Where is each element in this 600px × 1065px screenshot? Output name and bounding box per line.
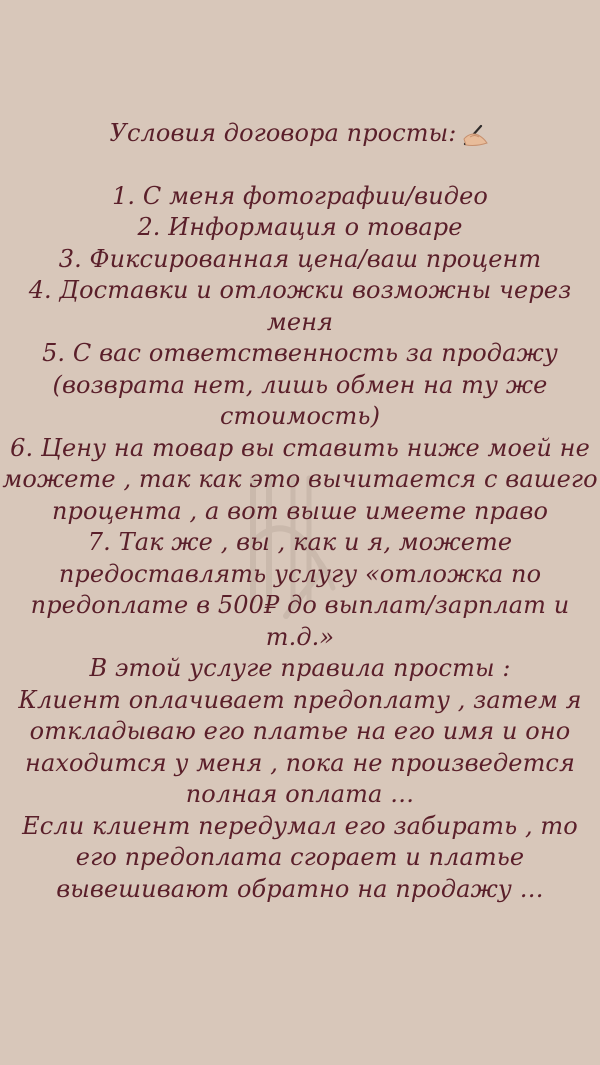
title-spacer (0, 150, 600, 181)
story-line: вывешивают обратно на продажу … (56, 874, 544, 903)
story-line: его предоплата сгорает и платье (75, 843, 525, 871)
title-line (110, 118, 491, 150)
story-line: 4. Доставки и отложки возможны через (28, 276, 572, 304)
story-line: предоставлять услугу «отложка по (58, 559, 542, 588)
story-line: процента , а вот выше имеете право (51, 496, 549, 525)
story-line: находится у меня , пока не произведется (25, 748, 575, 777)
story-line: В этой услуге правила просты : (89, 654, 511, 682)
story-line: 3. Фиксированная цена/ваш процент (58, 244, 542, 273)
story-line: полная оплата … (185, 780, 415, 808)
story-line: 6. Цену на товар вы ставить ниже моей не (10, 433, 590, 462)
story-line: 7. Так же , вы , как и я, можете (87, 528, 513, 556)
story-line: т.д.» (265, 622, 335, 651)
story-line: 1. С меня фотографии/видео (112, 181, 488, 210)
story-line: меня (266, 307, 334, 336)
story-line: откладываю его платье на его имя и оно (29, 717, 571, 745)
story-text (0, 118, 600, 905)
story-line: стоимость) (219, 402, 381, 430)
story-line: Клиент оплачивает предоплату , затем я (18, 685, 582, 714)
story-line: предоплате в 500₽ до выплат/зарплат и (30, 591, 570, 619)
story-line: 5. С вас ответственность за продажу (42, 339, 558, 367)
title-text: Условия договора просты: (109, 119, 457, 147)
story-line: (возврата нет, лишь обмен на ту же (52, 370, 548, 399)
writing-hand-icon (460, 121, 490, 147)
story-line: Если клиент передумал его забирать , то (22, 811, 578, 840)
story-line: можете , так как это вычитается с вашего (2, 465, 598, 493)
story-line: 2. Информация о товаре (137, 213, 463, 241)
